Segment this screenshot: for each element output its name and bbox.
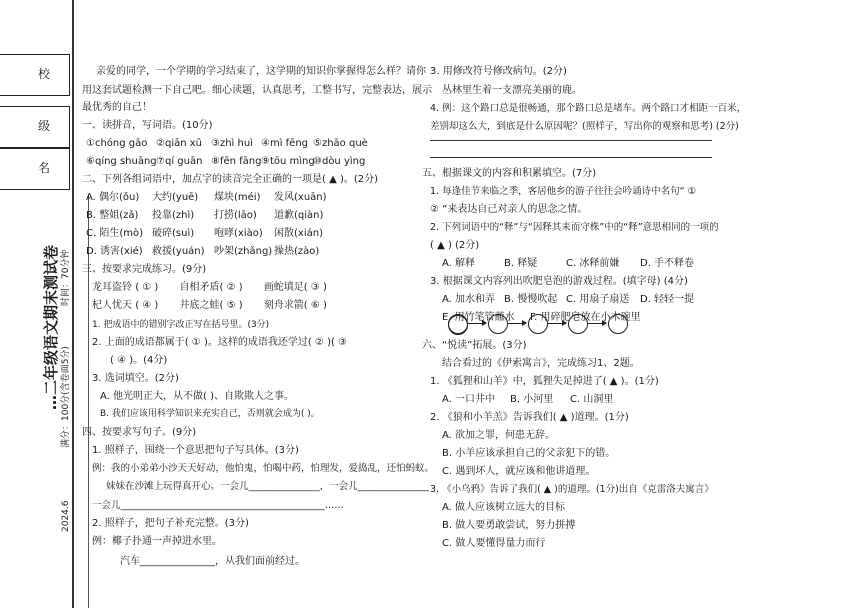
s5-q3-options-1 <box>442 295 694 305</box>
idiom: 刻舟求箭( ⑥ ) <box>263 300 327 311</box>
sequence-arrow <box>588 323 606 324</box>
pinyin-item: ①chóng gāo <box>86 138 148 149</box>
choice-cell: 咆哮(xiào) <box>214 228 263 239</box>
option: C. 山洞里 <box>570 394 614 405</box>
sequence-circle[interactable] <box>528 314 548 334</box>
choice-cell: 投靠(zhì) <box>152 210 195 221</box>
r-q4-line-1: 4. 例：这个路口总是很畅通，那个路口总是堵车。两个路口才相距一百米， <box>430 103 747 114</box>
answer-line <box>430 157 712 158</box>
s6-q2-option-c: C. 遇到坏人，就应该和他讲道理。 <box>442 466 596 477</box>
section-5-heading: 五、根据课文的内容和积累填空。(7分) <box>422 168 597 179</box>
choice-cell: 破碎(suì) <box>152 228 195 239</box>
s5-q3: 3. 根据课文内容列出吹肥皂泡的游戏过程。(填字母) (4分) <box>430 276 688 287</box>
s6-q1-options <box>442 395 613 405</box>
q3-3: 3. 选词填空。(2分) <box>92 373 179 384</box>
pinyin-item: ⑦qí guān <box>156 156 203 167</box>
pinyin-item: ③zhì huì <box>211 138 253 149</box>
pinyin-item: ④mì fēng <box>261 138 309 149</box>
grade-box <box>0 106 70 148</box>
pinyin-row-2 <box>86 157 365 167</box>
sequence-circle[interactable] <box>608 314 628 334</box>
sequence-circle[interactable] <box>568 314 588 334</box>
s6-intro: 结合看过的《伊索寓言》，完成练习1、2题。 <box>442 358 640 369</box>
choice-cell: 救援(yuán) <box>152 246 205 257</box>
section-4-heading: 四、按要求写句子。(9分) <box>82 427 197 438</box>
choice-cell: 大约(yuē) <box>152 192 199 203</box>
sequence-arrow <box>508 323 526 324</box>
s5-q1-line-2: ② ”来表达自己对亲人的思念之情。 <box>430 204 588 215</box>
intro-line-3: 最优秀的自己！ <box>82 102 152 113</box>
pinyin-item: ②qiān xū <box>156 138 202 149</box>
idiom-blank: ( ④ ) <box>135 300 159 311</box>
choice-cell: 发风(xuān) <box>274 192 327 203</box>
s6-q3-option-c: C. 做人要懂得量力而行 <box>442 538 546 549</box>
exam-time: 时间：70分钟 <box>61 249 71 306</box>
q3-2-line-1: 2. 上面的成语都属于( ① )。这样的成语我还学过( ② )( ③ <box>92 337 348 348</box>
s5-q2-options <box>442 259 694 269</box>
q3-2-line-2: ( ④ )。(4分) <box>110 355 168 366</box>
s6-q2-option-a: A. 欲加之罪，何患无辞。 <box>442 430 556 441</box>
r-q3-sentence: 丛林里生着一支漂亮美丽的鹿。 <box>442 85 582 96</box>
margin-rule <box>72 0 74 608</box>
choice-d-row <box>86 247 319 257</box>
sequence-arrow <box>548 323 566 324</box>
option: A. 一口井中 <box>442 394 496 405</box>
choice-cell: 煤块(méi) <box>214 192 261 203</box>
choice-cell: D. 诱害(xié) <box>86 246 143 257</box>
q3-3b: B. 我们应该用科学知识来充实自己，否则就会成为( )。 <box>100 409 320 419</box>
option: E. 用竹笔管蘸水 <box>442 312 515 323</box>
idiom: 自相矛盾( ② ) <box>179 282 243 293</box>
choice-b-row <box>86 211 323 221</box>
q4-example-2: 妹妹在沙滩上玩得真开心。一会儿_______________，一会儿_______________ <box>106 481 430 492</box>
exam-title: …二年级语文期末测试卷 <box>42 244 60 410</box>
section-1-heading: 一、读拼音，写词语。(10分) <box>82 120 213 131</box>
option: C. 冰释前嫌 <box>566 258 620 269</box>
q4-example-1: 例：我的小弟弟小沙天天好动，他怕鬼，怕喝中药，怕理发，爱捣乱，还怕蚂蚁。 <box>92 463 435 474</box>
option: B. 慢慢吹起 <box>504 294 558 305</box>
q4-example-5: 汽车_______________，从我们面前经过。 <box>120 556 305 567</box>
sequence-arrow <box>468 323 486 324</box>
q4-example-4: 例：椰子扑通一声掉进水里。 <box>92 536 222 547</box>
s5-q2-line-2: ( ▲ ) (2分) <box>430 240 480 251</box>
pinyin-item: ⑤zhāo què <box>313 138 368 149</box>
s6-q3-option-a: A. 做人应该树立远大的目标 <box>442 502 566 513</box>
intro-line-1: 亲爱的同学，一个学期的学习结束了，这学期的知识你掌握得怎么样？请你 <box>96 66 426 77</box>
idiom-blank: ( ① ) <box>135 282 159 293</box>
sequence-circle[interactable] <box>488 314 508 334</box>
exam-date: 2024.6 <box>61 500 71 532</box>
option: D. 手不释卷 <box>640 258 695 269</box>
s5-q2-line-1: 2. 下列词语中的“释”与“因释其耒而守株”中的“释”意思相同的一项的 <box>430 222 719 233</box>
grade-label: 级 <box>38 119 51 133</box>
intro-line-2: 用这套试题检测一下自己吧。细心读题，认真思考，工整书写，完整表达，展示 <box>82 85 432 96</box>
option: A. 解释 <box>442 258 476 269</box>
choice-cell: 闲散(xián) <box>274 228 323 239</box>
answer-line <box>430 140 712 141</box>
q4-example-3: 一会儿___________________________________________…… <box>92 500 344 511</box>
r-q4-line-2: 差别却这么大，到底是什么原因呢？(照样子，写出你的观察和思考) (2分) <box>430 121 739 132</box>
choice-cell: A. 偶尔(ǒu) <box>86 192 140 203</box>
choice-c-row <box>86 229 323 239</box>
choice-cell: C. 陌生(mò) <box>86 228 144 239</box>
name-label: 名 <box>38 161 51 175</box>
s6-q2-option-b: B. 小羊应该承担自己的父亲犯下的错。 <box>442 448 616 459</box>
option: B. 小河里 <box>510 394 554 405</box>
pinyin-row-1 <box>86 139 368 149</box>
s6-q1: 1. 《狐狸和山羊》中，狐狸失足掉进了( ▲ )。(1分) <box>430 376 659 387</box>
section-2-heading: 二、下列各组词语中，加点字的读音完全正确的一项是( ▲ )。(2分) <box>82 174 379 185</box>
pinyin-item: ⑧fēn fāng <box>211 156 262 167</box>
choice-cell: B. 整姐(zǎ) <box>86 210 139 221</box>
idiom-row-1 <box>92 283 327 293</box>
pinyin-item: ⑩dòu yìng <box>313 156 366 167</box>
section-6-heading: 六、“悦读”拓展。(3分) <box>422 340 527 351</box>
s6-q3: 3. 《小乌鸦》告诉了我们( ▲ )的道理。(1分)出自《克雷洛夫寓言》 <box>430 484 714 495</box>
choice-a-row <box>86 193 327 203</box>
choice-cell: 道歉(qiàn) <box>274 210 324 221</box>
school-box <box>0 54 70 96</box>
option: C. 用扇子扇送 <box>566 294 630 305</box>
pinyin-item: ⑨tōu mìng <box>261 156 315 167</box>
q3-1: 1. 把成语中的错别字改正写在括号里。(3分) <box>92 320 270 330</box>
option: F. 用碎肥皂放在小木碗里 <box>530 312 641 323</box>
s6-q2: 2. 《狼和小羊羔》告诉我们( ▲ )道理。(1分) <box>430 412 629 423</box>
exam-score: 满分：100分(含卷面5分) <box>61 346 71 448</box>
choice-cell: 操热(zào) <box>274 246 320 257</box>
q3-3a: A. 他光明正大，从不做( )、自欺欺人之事。 <box>100 391 295 402</box>
idiom: 井底之蛙( ⑤ ) <box>179 300 243 311</box>
option: B. 释疑 <box>504 258 538 269</box>
option: A. 加水和弄 <box>442 294 496 305</box>
school-label: 校 <box>38 67 51 81</box>
s6-q3-option-b: B. 做人要勇敢尝试，努力拼搏 <box>442 520 576 531</box>
idiom: 画蛇填足( ③ ) <box>263 282 327 293</box>
pinyin-item: ⑥qíng shuāng <box>86 156 157 167</box>
idiom-row-2 <box>92 301 327 311</box>
idiom: 杞人忧天 <box>92 300 132 311</box>
choice-cell: 吵架(zhǎng) <box>214 246 273 257</box>
q4-2: 2. 照样子，把句子补充完整。(3分) <box>92 518 249 529</box>
name-box <box>0 148 70 190</box>
idiom: 龙耳盗铃 <box>92 282 132 293</box>
sequence-circle[interactable] <box>448 314 468 334</box>
q4-1: 1. 照样子，围绕一个意思把句子写具体。(3分) <box>92 445 299 456</box>
choice-cell: 打捞(lāo) <box>214 210 257 221</box>
s5-q1-line-1: 1. 每逢佳节来临之季，客居他乡的游子往往会吟诵诗中名句“ ① <box>430 186 697 197</box>
option: D. 轻轻一提 <box>640 294 695 305</box>
r-q3: 3. 用修改符号修改病句。(2分) <box>430 66 567 77</box>
section-3-heading: 三、按要求完成练习。(9分) <box>82 264 207 275</box>
